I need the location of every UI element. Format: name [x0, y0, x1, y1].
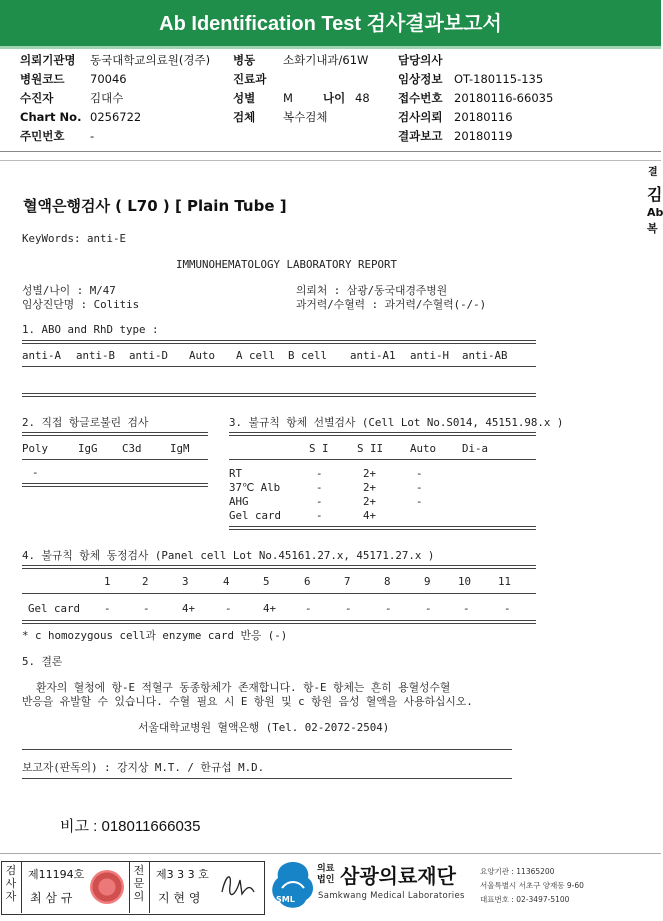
screen-phase: Gel card: [229, 509, 282, 522]
conclusion-title: 5. 결론: [22, 655, 63, 668]
ident-header: 7: [344, 575, 351, 588]
abo-header-anti-a: anti-A: [22, 349, 62, 362]
single-rule: [22, 778, 512, 779]
info-value: 70046: [90, 72, 127, 86]
double-rule: [22, 565, 536, 569]
info-value: 0256722: [90, 110, 142, 124]
ident-value: -: [504, 602, 511, 615]
abo-header-anti-b: anti-B: [76, 349, 116, 362]
screen-value: 4+: [363, 509, 377, 522]
ident-value: -: [425, 602, 432, 615]
specialist-license: 제3 3 3 호: [156, 868, 209, 881]
ident-value: -: [385, 602, 392, 615]
single-rule: [22, 749, 512, 750]
edge-text-4: 복: [647, 222, 658, 235]
screen-header-di-a: Di-a: [462, 442, 489, 455]
ident-header: 2: [142, 575, 149, 588]
specialist-name: 지 현 영: [158, 891, 201, 905]
conclusion-line-2: 반응을 유발할 수 있습니다. 수혈 필요 시 E 항원 및 c 항원 음성 혈액을 사용하십시오.: [22, 695, 473, 708]
seal-stamp: [90, 870, 124, 904]
address: 서울특별시 서초구 양재동 9-60: [480, 881, 584, 890]
ident-value: -: [463, 602, 470, 615]
screen-value: 2+: [363, 495, 377, 508]
info-label: 진료과: [233, 72, 267, 86]
info-label: 담당의사: [398, 53, 443, 67]
double-rule: [22, 432, 208, 436]
info-value: 소화기내과/61W: [283, 53, 369, 67]
edge-text-2: 김: [647, 185, 663, 204]
abo-header-anti-h: anti-H: [410, 349, 450, 362]
double-rule: [22, 483, 208, 487]
inspector-name: 최 삼 규: [30, 891, 73, 905]
info-value: 48: [355, 91, 370, 105]
report-section-title: 혈액은행검사 ( L70 ) [ Plain Tube ]: [23, 197, 287, 215]
report-header: [0, 0, 661, 46]
abo-title: 1. ABO and RhD type :: [22, 323, 159, 336]
screen-value: -: [416, 495, 423, 508]
info-label: 주민번호: [20, 129, 65, 143]
double-rule: [22, 393, 536, 397]
history: 과거력/수혈력 : 과거력/수혈력(-/-): [296, 298, 487, 311]
logo-text: SML: [276, 895, 295, 904]
info-value: -: [90, 129, 95, 143]
conclusion-line-1: 환자의 혈청에 항-E 적혈구 동종항체가 존재합니다. 항-E 항체는 흔히 용혈성수혈: [36, 681, 451, 694]
ident-value: 4+: [263, 602, 277, 615]
info-value: 20180116: [454, 110, 513, 124]
info-label: 병원코드: [20, 72, 65, 86]
info-col-1: [20, 51, 210, 146]
double-rule: [22, 340, 536, 344]
info-separator: [0, 160, 661, 161]
abo-header-auto: Auto: [189, 349, 216, 362]
single-rule: [22, 593, 536, 594]
double-rule: [22, 620, 536, 624]
ident-value: -: [305, 602, 312, 615]
screen-value: -: [316, 481, 323, 494]
info-value: 복수검체: [283, 110, 328, 124]
info-separator: [0, 151, 661, 152]
referrer: 의뢰처 : 삼광/동국대경주병원: [296, 284, 448, 297]
dat-header-igg: IgG: [78, 442, 98, 455]
specialist-label: 전문의: [133, 864, 145, 903]
ident-header: 5: [263, 575, 270, 588]
report-title: Ab Identification Test 검사결과보고서: [159, 13, 502, 35]
double-rule: [229, 432, 536, 436]
screen-value: -: [316, 495, 323, 508]
screen-phase: RT: [229, 467, 243, 480]
clinical-diagnosis: 임상진단명 : Colitis: [22, 298, 140, 311]
ident-header: 3: [182, 575, 189, 588]
info-label: 결과보고: [398, 129, 443, 143]
reg-number: 요양기관 : 11365200: [480, 867, 555, 876]
edge-text-3: Ab: [647, 206, 663, 219]
info-label: 검사의뢰: [398, 110, 443, 124]
org-english: Samkwang Medical Laboratories: [318, 891, 465, 901]
ident-value: -: [104, 602, 111, 615]
ident-header: 8: [384, 575, 391, 588]
info-value: 20180116-66035: [454, 91, 554, 105]
ident-header: 1: [104, 575, 111, 588]
edge-text-1: 결: [648, 167, 658, 178]
ident-header: 11: [498, 575, 512, 588]
info-col-3: [398, 51, 553, 146]
ident-value: -: [345, 602, 352, 615]
info-label: Chart No.: [20, 110, 82, 124]
dat-value: -: [32, 466, 39, 479]
org-name: 삼광의료재단: [340, 864, 456, 888]
ident-header: 9: [424, 575, 431, 588]
screen-value: 2+: [363, 467, 377, 480]
screen-title: 3. 불규칙 항체 선별검사 (Cell Lot No.S014, 45151.98.x ): [229, 416, 564, 429]
info-value: M: [283, 91, 293, 105]
footer-separator: [0, 853, 661, 854]
info-label: 병동: [233, 53, 256, 67]
abo-header-a-cell: A cell: [236, 349, 276, 362]
info-value: 동국대학교의료원(경주): [90, 53, 211, 67]
single-rule: [229, 459, 536, 460]
ident-value: -: [143, 602, 150, 615]
screen-value: -: [416, 481, 423, 494]
info-label: 임상정보: [398, 72, 443, 86]
remark: 비고 : 018011666035: [60, 818, 201, 835]
phone: 대표번호 : 02-3497-5100: [480, 895, 570, 904]
abo-header-anti-ab: anti-AB: [462, 349, 508, 362]
signature-mark: [218, 866, 258, 902]
screen-header-auto: Auto: [410, 442, 437, 455]
abo-header-anti-d: anti-D: [129, 349, 169, 362]
header-underline: [0, 46, 661, 49]
screen-value: 2+: [363, 481, 377, 494]
info-label: 의뢰기관명: [20, 53, 76, 67]
ident-header: 6: [304, 575, 311, 588]
blood-bank-info: 서울대학교병원 혈액은행 (Tel. 02-2072-2504): [138, 721, 390, 734]
info-value: 20180119: [454, 129, 513, 143]
keywords: KeyWords: anti-E: [22, 232, 127, 245]
divider: [129, 861, 130, 913]
info-label: 수진자: [20, 91, 54, 105]
info-col-2: [233, 51, 370, 127]
single-rule: [22, 459, 208, 460]
ident-title: 4. 불규칙 항체 동정검사 (Panel cell Lot No.45161.27.x, 45171.27.x ): [22, 549, 435, 562]
info-value: OT-180115-135: [454, 72, 544, 86]
ident-row-label: Gel card: [28, 602, 81, 615]
info-label: 나이: [323, 91, 346, 105]
screen-header-s2: S II: [357, 442, 384, 455]
inspector-label: 검사자: [5, 864, 17, 903]
screen-phase: AHG: [229, 495, 249, 508]
lab-report-title: IMMUNOHEMATOLOGY LABORATORY REPORT: [176, 258, 398, 271]
single-rule: [22, 366, 536, 367]
divider: [21, 861, 22, 913]
dat-header-poly: Poly: [22, 442, 49, 455]
dat-header-c3d: C3d: [122, 442, 142, 455]
info-label: 접수번호: [398, 91, 443, 105]
inspector-license: 제11194호: [28, 868, 85, 881]
screen-phase: 37℃ Alb: [229, 481, 281, 494]
info-label: 검체: [233, 110, 256, 124]
divider: [149, 861, 150, 913]
ident-value: -: [225, 602, 232, 615]
sex-age: 성별/나이 : M/47: [22, 284, 116, 297]
ident-header: 10: [458, 575, 472, 588]
screen-value: -: [316, 467, 323, 480]
ident-header: 4: [223, 575, 230, 588]
double-rule: [229, 526, 536, 530]
abo-header-anti-a1: anti-A1: [350, 349, 396, 362]
dat-header-igm: IgM: [170, 442, 190, 455]
sml-logo-icon: [268, 858, 318, 914]
ident-note: * c homozygous cell과 enzyme card 반응 (-): [22, 629, 288, 642]
info-label: 성별: [233, 91, 256, 105]
org-small: 의료법인: [317, 864, 335, 885]
screen-header-s1: S I: [309, 442, 329, 455]
dat-title: 2. 직접 항글로불린 검사: [22, 416, 149, 429]
screen-value: -: [316, 509, 323, 522]
screen-value: -: [416, 467, 423, 480]
reporter: 보고자(판독의) : 강지상 M.T. / 한규섭 M.D.: [22, 761, 265, 774]
ident-value: 4+: [182, 602, 196, 615]
info-value: 김대수: [90, 91, 124, 105]
abo-header-b-cell: B cell: [288, 349, 328, 362]
